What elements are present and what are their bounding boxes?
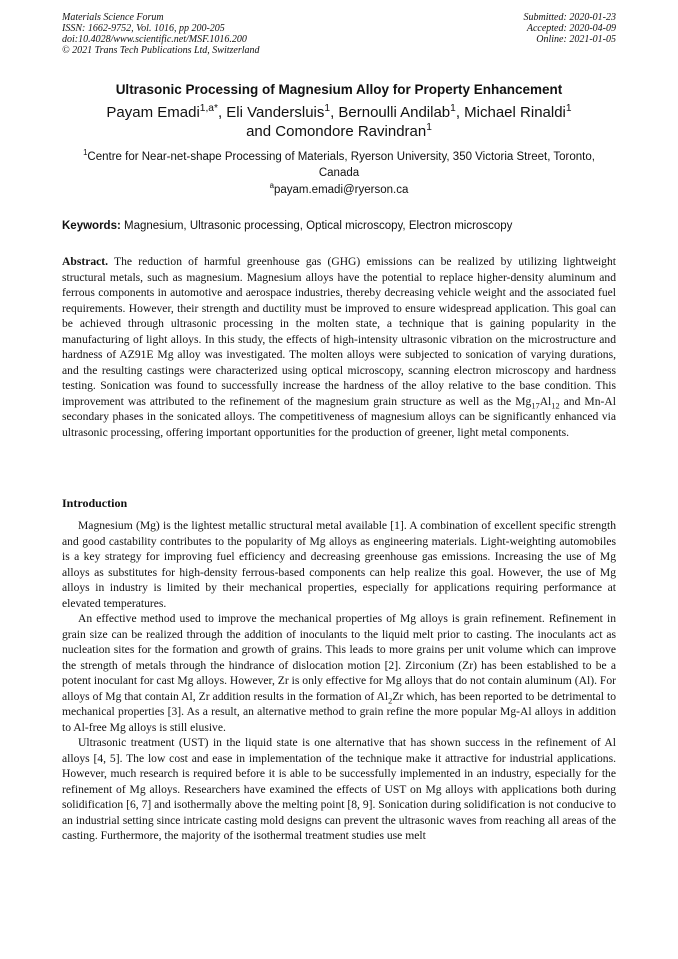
keywords-text: Magnesium, Ultrasonic processing, Optical microscopy, Electron microscopy <box>120 220 513 232</box>
doi[interactable]: doi:10.4028/www.scientific.net/MSF.1016.200 <box>62 34 247 45</box>
author-name: Comondore Ravindran <box>275 123 427 140</box>
affiliation-sup: 1 <box>83 148 88 158</box>
subscript: 17 <box>531 400 540 410</box>
journal-info <box>62 12 260 56</box>
paragraph <box>62 611 616 735</box>
paragraph: Ultrasonic treatment (UST) in the liquid state is one alternative that has shown success in the refinement of Al alloys [4, 5]. The low cost and ease in implementation of the technique make it attractive for industrial applications. However, much research is required before it is able to be successfully implemented in an industry, especially for the refinement of Mg alloys. Researchers have examined the effects of UST on Mg alloys with applications both during solidification [6, 7] and isothermally above the melting point [8, 9]. Sonication during solidification is not conducive to an industrial setting since intricate casting mold designs can prevent the ultrasonic waves from reaching all areas of the casting. Furthermore, the majority of the isothermal treatment studies use melt <box>62 736 616 842</box>
abstract-text: and Mn-Al secondary phases in the sonicated alloys. The competitiveness of magnesium alloys can be significantly enhanced via ultrasonic processing, offering important opportunities for the production of greener, light metal components. <box>62 394 616 439</box>
paragraph: Magnesium (Mg) is the lightest metallic structural metal available [1]. A combination of excellent specific strength and good castability contributes to the popularity of Mg alloys as engineering materials. Light-weighting automobiles is a key strategy for improving fuel efficiency and decreasing greenhouse gas emissions. Increasing the use of Mg alloys as substitutes for high-density ferrous-based components can help realize this goal. However, the use of Mg alloys in industry is limited by their mechanical properties, especially for applications requiring performance at elevated temperatures. <box>62 519 616 610</box>
issn: ISSN: 1662-9752, Vol. 1016, pp 200-205 <box>62 23 225 34</box>
author-email <box>60 181 618 196</box>
introduction-heading: Introduction <box>62 496 128 510</box>
submitted-date: Submitted: 2020-01-23 <box>523 12 616 23</box>
keywords <box>62 220 618 232</box>
author-sup: 1 <box>450 103 456 114</box>
accepted-date: Accepted: 2020-04-09 <box>526 23 616 34</box>
email-sup: a <box>269 181 274 191</box>
email-address[interactable]: payam.emadi@ryerson.ca <box>273 184 409 196</box>
abstract <box>62 254 616 440</box>
author-name: Bernoulli Andilab <box>338 104 451 121</box>
paragraph-text: Zr which, has been reported to be detrimental to mechanical properties [3]. As a result, an alternative method to grain refine the more popular Mg-Al alloys in addition to Al-free Mg alloys is still elusive. <box>62 689 617 734</box>
abstract-text: Al <box>539 394 552 408</box>
online-date: Online: 2021-01-05 <box>536 34 616 45</box>
affiliation-text: Centre for Near-net-shape Processing of Materials, Ryerson University, 350 Victoria Street, Toronto, Canada <box>87 151 595 179</box>
separator: , <box>455 104 465 121</box>
paragraph-text: An effective method used to improve the mechanical properties of Mg alloys is grain refinement. Refinement in grain size can be realized through the addition of inoculants to the liquid melt prior to casting. The inoculants act as nucleation sites for the formation and growth of grains. This leads to more grains per unit volume which can improve the strength of metals through the hindrance of dislocation motion [2]. Zirconium (Zr) has been established to be a potent inoculant for cast Mg alloys. However, Zr is only effective for Mg alloys that do not contain aluminum (Al). For alloys of Mg that contain Al, Zr addition results in the formation of Al <box>62 612 616 703</box>
abstract-label: Abstract. <box>62 255 109 268</box>
author-sup: 1 <box>565 103 572 114</box>
publication-dates <box>524 12 617 45</box>
author-name: Payam Emadi <box>106 104 200 121</box>
separator: , <box>217 104 227 121</box>
author-name: Michael Rinaldi <box>464 104 566 121</box>
separator: , <box>330 104 339 121</box>
paper-title: Ultrasonic Processing of Magnesium Alloy for Property Enhancement <box>115 82 563 97</box>
conjunction: and <box>246 123 276 140</box>
author-sup: 1,a* <box>199 103 218 114</box>
author-list <box>50 103 628 141</box>
author-sup: 1 <box>426 122 432 133</box>
affiliation <box>70 149 608 181</box>
subscript: 2 <box>388 695 393 705</box>
journal-name: Materials Science Forum <box>62 12 164 23</box>
subscript: 12 <box>551 400 560 410</box>
author-name: Eli Vandersluis <box>226 104 325 121</box>
abstract-text: The reduction of harmful greenhouse gas (GHG) emissions can be realized by utilizing lightweight structural metals, such as magnesium. Magnesium alloys have the potential to replace higher-density aluminum and ferrous components in automotive and aerospace industries, thereby decreasing vehicle weight and the associated fuel requirements. However, their strength and ductility must be improved to ensure widespread application. This goal can be achieved through ultrasonic processing in the molten state, a technique that is gaining popularity in the manufacturing of light alloys. In this study, the effects of high-intensity ultrasonic vibration on the microstructure and hardness of AZ91E Mg alloy was investigated. The molten alloys were subjected to sonication of varying durations, and the resulting castings were characterized using optical microscopy, scanning electron microscopy and hardness testing. Sonication was found to successfully increase the hardness of the alloy relative to the base condition. This improvement was attributed to the refinement of the magnesium grain structure as well as the Mg <box>62 255 616 408</box>
author-sup: 1 <box>324 103 331 114</box>
keywords-label: Keywords: <box>62 220 121 232</box>
copyright: © 2021 Trans Tech Publications Ltd, Switzerland <box>62 45 260 56</box>
introduction-body <box>62 518 616 844</box>
